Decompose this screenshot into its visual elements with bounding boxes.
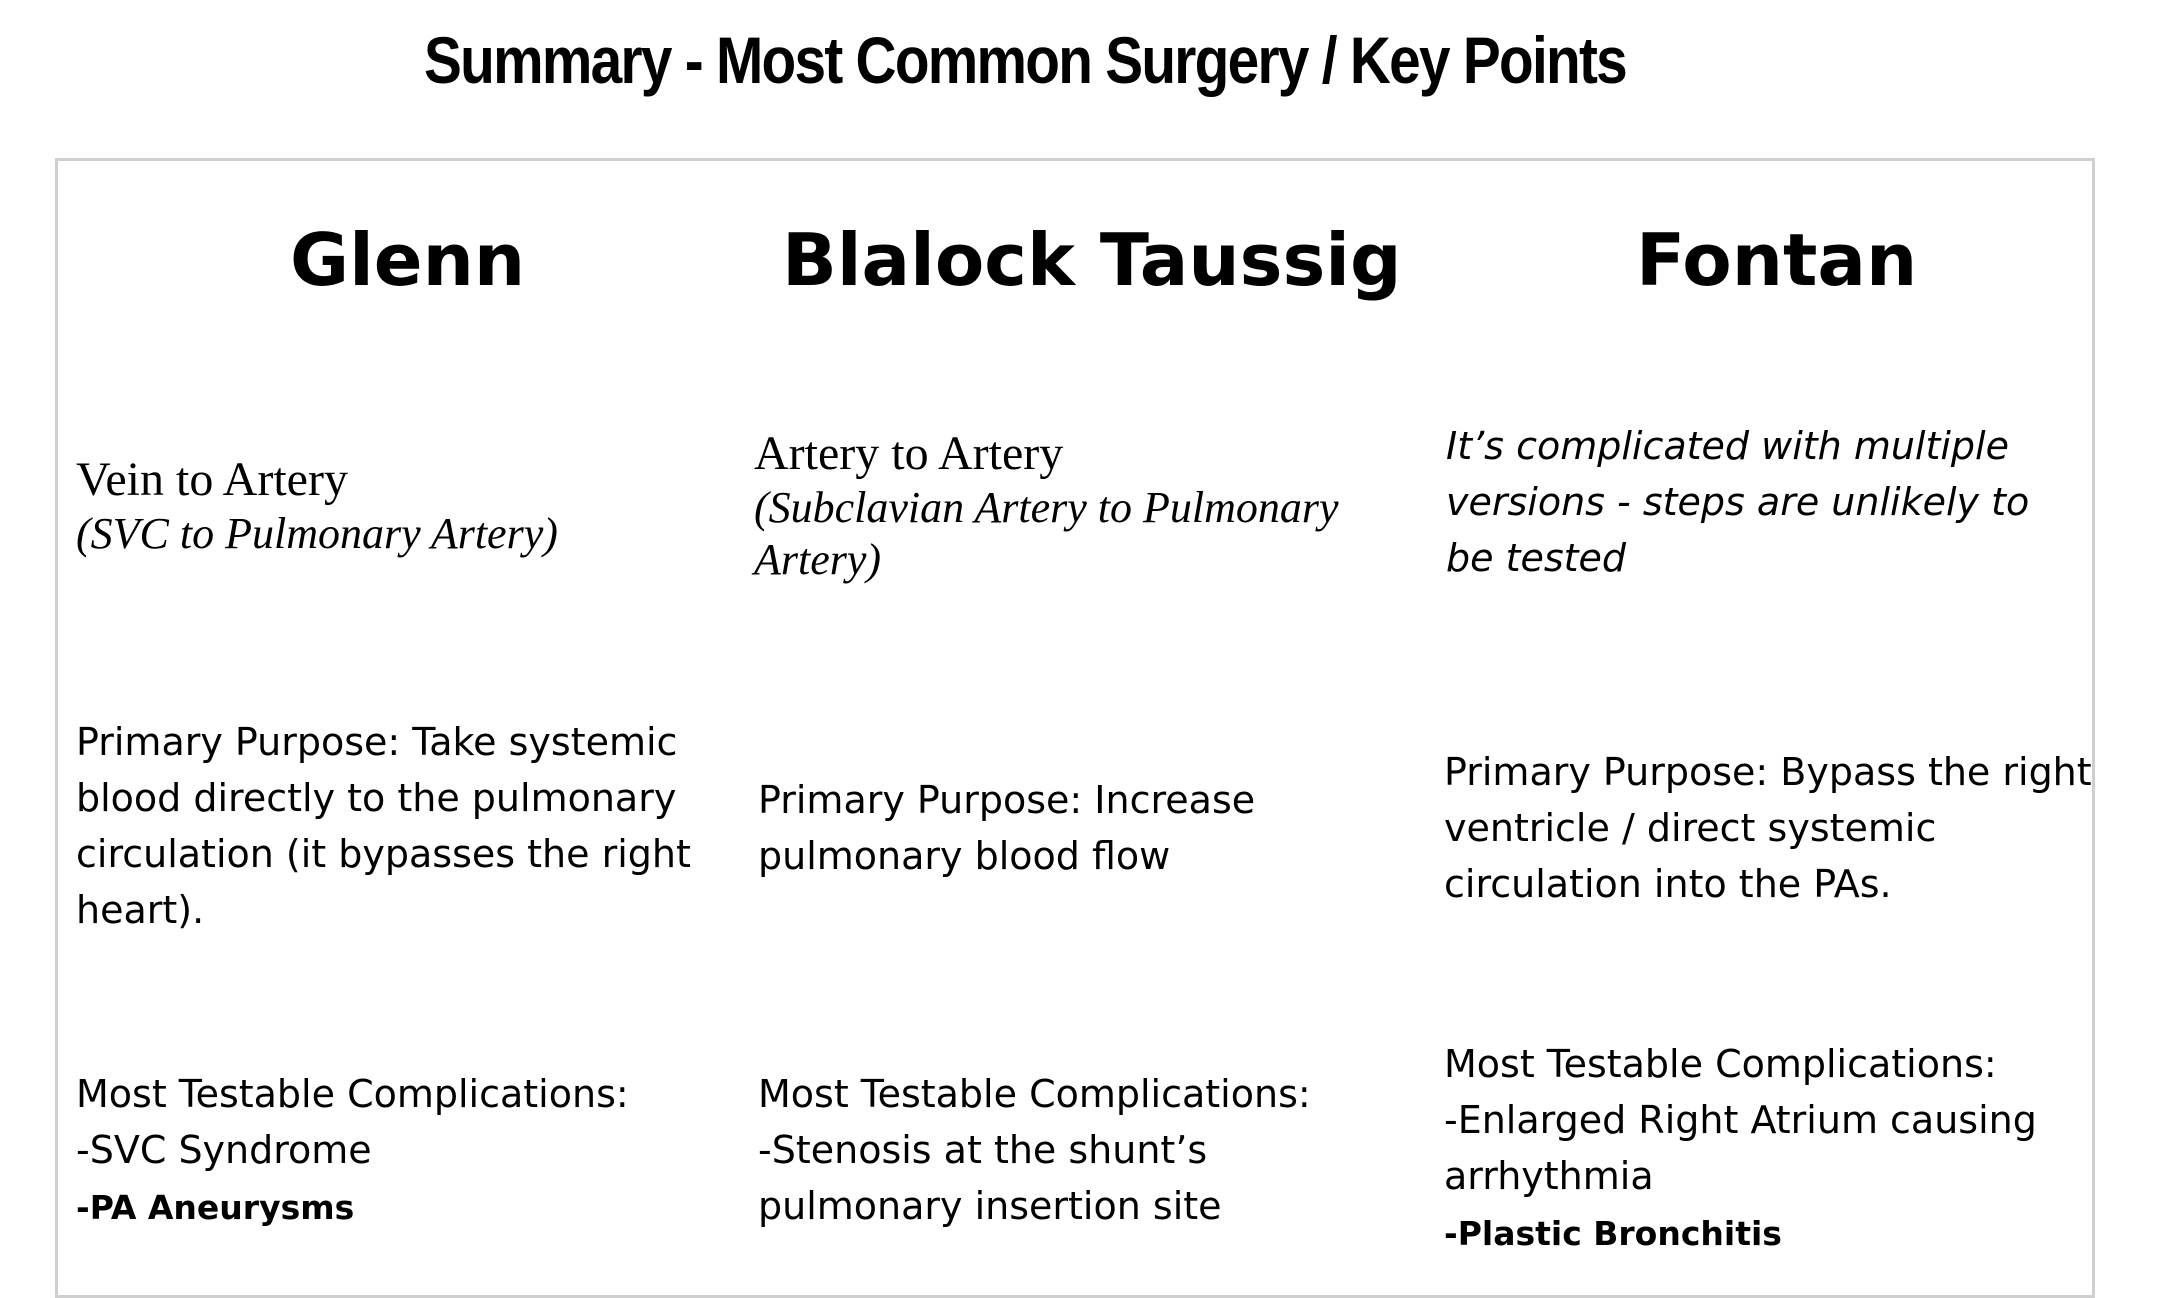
glenn-complications <box>76 1066 736 1236</box>
blalock-taussig-connection <box>754 426 1414 586</box>
fontan-complication-item: -Enlarged Right Atrium causing arrhythmia <box>1444 1098 2037 1198</box>
blalock-taussig-complications-label: Most Testable Complications: <box>758 1072 1311 1116</box>
fontan-purpose: Primary Purpose: Bypass the right ventricle / direct systemic circulation into the PAs. <box>1444 750 2092 906</box>
blalock-taussig-complications <box>758 1066 1398 1234</box>
glenn-complication-item: -SVC Syndrome <box>76 1128 372 1172</box>
glenn-complications-label: Most Testable Complications: <box>76 1072 629 1116</box>
fontan-complication-emphasis: -Plastic Bronchitis <box>1444 1214 1782 1253</box>
page-title: Summary - Most Common Surgery / Key Points <box>424 23 1626 97</box>
glenn-complication-emphasis: -PA Aneurysms <box>76 1188 355 1227</box>
glenn-connection-detail: (SVC to Pulmonary Artery) <box>76 509 558 558</box>
column-heading-blalock-taussig: Blalock Taussig <box>782 218 1402 302</box>
glenn-purpose: Primary Purpose: Take systemic blood directly to the pulmonary circulation (it bypasses the right heart). <box>76 720 691 932</box>
column-heading-fontan: Fontan <box>1636 218 1918 302</box>
blalock-taussig-connection-detail: (Subclavian Artery to Pulmonary Artery) <box>754 483 1339 584</box>
blalock-taussig-purpose: Primary Purpose: Increase pulmonary blood flow <box>758 778 1256 878</box>
column-heading-glenn: Glenn <box>290 218 526 302</box>
blalock-taussig-connection-main: Artery to Artery <box>754 427 1064 480</box>
fontan-connection-note: It’s complicated with multiple versions - steps are unlikely to be tested <box>1446 424 2030 580</box>
fontan-complications-label: Most Testable Complications: <box>1444 1042 1997 1086</box>
glenn-connection-main: Vein to Artery <box>76 453 348 506</box>
glenn-connection <box>76 452 696 560</box>
fontan-complications <box>1444 1036 2084 1262</box>
blalock-taussig-complication-item: -Stenosis at the shunt’s pulmonary insertion site <box>758 1128 1222 1228</box>
